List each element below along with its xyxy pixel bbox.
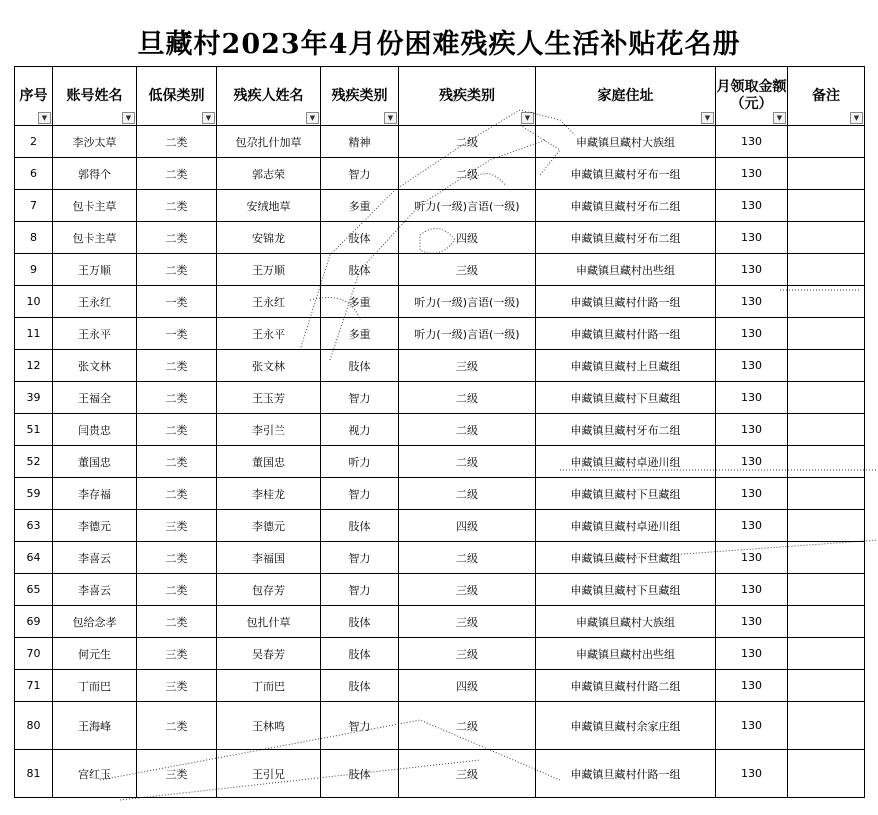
table-cell: 安绒地草 — [217, 190, 321, 222]
table-cell: 三类 — [137, 510, 217, 542]
table-row — [15, 702, 865, 750]
table-cell: 9 — [15, 254, 53, 286]
table-cell: 包扎什草 — [217, 606, 321, 638]
table-row — [15, 222, 865, 254]
table-cell: 申藏镇旦藏村出些组 — [536, 254, 716, 286]
table-cell: 肢体 — [321, 638, 399, 670]
table-cell: 130 — [716, 286, 788, 318]
table-cell: 6 — [15, 158, 53, 190]
table-cell — [788, 158, 865, 190]
header-cell: 残疾人姓名 ▼ — [217, 67, 321, 126]
table-cell: 董国忠 — [217, 446, 321, 478]
table-cell: 59 — [15, 478, 53, 510]
table-row — [15, 574, 865, 606]
table-cell: 39 — [15, 382, 53, 414]
table-cell: 丁而巴 — [217, 670, 321, 702]
table-cell: 王玉芳 — [217, 382, 321, 414]
table-cell: 130 — [716, 542, 788, 574]
table-cell — [788, 670, 865, 702]
table-cell: 三级 — [399, 574, 536, 606]
table-cell: 130 — [716, 510, 788, 542]
table-cell: 李福国 — [217, 542, 321, 574]
table-cell: 130 — [716, 158, 788, 190]
table-cell: 二级 — [399, 158, 536, 190]
table-cell: 130 — [716, 190, 788, 222]
table-cell — [788, 542, 865, 574]
table-cell: 李引兰 — [217, 414, 321, 446]
table-cell: 三级 — [399, 606, 536, 638]
table-cell: 11 — [15, 318, 53, 350]
table-cell: 包存芳 — [217, 574, 321, 606]
table-row — [15, 254, 865, 286]
table-cell: 四级 — [399, 222, 536, 254]
table-cell: 精神 — [321, 126, 399, 158]
table-cell: 二类 — [137, 702, 217, 750]
table-row — [15, 510, 865, 542]
table-row — [15, 750, 865, 798]
table-cell: 智力 — [321, 478, 399, 510]
table-row — [15, 446, 865, 478]
header-cell: 账号姓名 ▼ — [53, 67, 137, 126]
table-row — [15, 670, 865, 702]
table-cell: 130 — [716, 606, 788, 638]
table-cell: 听力 — [321, 446, 399, 478]
table-cell: 智力 — [321, 574, 399, 606]
table-row — [15, 286, 865, 318]
table-cell: 二类 — [137, 574, 217, 606]
table-cell: 130 — [716, 750, 788, 798]
table-cell: 二类 — [137, 478, 217, 510]
table-cell: 王永红 — [217, 286, 321, 318]
table-cell: 王万顺 — [53, 254, 137, 286]
table-cell: 130 — [716, 414, 788, 446]
table-row — [15, 414, 865, 446]
table-cell: 肢体 — [321, 510, 399, 542]
table-cell: 130 — [716, 702, 788, 750]
header-row — [15, 67, 865, 126]
filter-dropdown-icon[interactable]: ▼ — [306, 112, 319, 124]
table-cell: 听力(一级)言语(一级) — [399, 190, 536, 222]
table-cell: 王海峰 — [53, 702, 137, 750]
table-cell: 肢体 — [321, 254, 399, 286]
table-cell: 听力(一级)言语(一级) — [399, 318, 536, 350]
table-cell: 申藏镇旦藏村卓逊川组 — [536, 510, 716, 542]
table-cell: 多重 — [321, 286, 399, 318]
page-title: 旦藏村2023年4月份困难残疾人生活补贴花名册 — [137, 29, 741, 60]
table-cell: 130 — [716, 446, 788, 478]
header-cell: 低保类别 ▼ — [137, 67, 217, 126]
table-cell: 视力 — [321, 414, 399, 446]
table-cell — [788, 286, 865, 318]
header-cell: 备注 ▼ — [788, 67, 865, 126]
table-cell: 包卡主草 — [53, 190, 137, 222]
table-cell: 二级 — [399, 702, 536, 750]
table-cell: 二类 — [137, 190, 217, 222]
table-cell: 二级 — [399, 478, 536, 510]
table-cell: 申藏镇旦藏村下旦藏组 — [536, 478, 716, 510]
table-cell: 二级 — [399, 382, 536, 414]
table-cell: 一类 — [137, 286, 217, 318]
table-cell: 二类 — [137, 382, 217, 414]
table-cell: 四级 — [399, 670, 536, 702]
filter-dropdown-icon[interactable]: ▼ — [202, 112, 215, 124]
filter-dropdown-icon[interactable]: ▼ — [384, 112, 397, 124]
header-cell: 残疾类别 ▼ — [399, 67, 536, 126]
table-cell: 智力 — [321, 158, 399, 190]
table-cell — [788, 190, 865, 222]
table-cell: 王引兄 — [217, 750, 321, 798]
table-cell: 130 — [716, 574, 788, 606]
table-cell: 三级 — [399, 350, 536, 382]
table-cell — [788, 254, 865, 286]
table-cell: 王永平 — [217, 318, 321, 350]
table-cell: 肢体 — [321, 670, 399, 702]
table-cell: 李德元 — [53, 510, 137, 542]
table-cell: 李德元 — [217, 510, 321, 542]
table-cell: 130 — [716, 254, 788, 286]
table-cell: 二类 — [137, 606, 217, 638]
table-row — [15, 190, 865, 222]
table-cell: 董国忠 — [53, 446, 137, 478]
table-cell: 申藏镇旦藏村下旦藏组 — [536, 382, 716, 414]
table-cell: 52 — [15, 446, 53, 478]
table-cell: 多重 — [321, 190, 399, 222]
table-cell: 智力 — [321, 542, 399, 574]
table-cell: 81 — [15, 750, 53, 798]
table-cell: 二类 — [137, 254, 217, 286]
table-cell: 2 — [15, 126, 53, 158]
filter-dropdown-icon[interactable]: ▼ — [38, 112, 51, 124]
table-cell — [788, 510, 865, 542]
table-cell: 多重 — [321, 318, 399, 350]
table-cell: 宫红玉 — [53, 750, 137, 798]
table-cell — [788, 414, 865, 446]
table-cell — [788, 638, 865, 670]
table-cell — [788, 222, 865, 254]
table-cell: 肢体 — [321, 350, 399, 382]
table-cell — [788, 382, 865, 414]
table-cell: 三级 — [399, 254, 536, 286]
table-cell: 申藏镇旦藏村上旦藏组 — [536, 350, 716, 382]
table-cell: 80 — [15, 702, 53, 750]
table-cell — [788, 350, 865, 382]
table-cell: 肢体 — [321, 222, 399, 254]
table-cell: 申藏镇旦藏村卓逊川组 — [536, 446, 716, 478]
table-cell: 130 — [716, 318, 788, 350]
table-cell: 何元生 — [53, 638, 137, 670]
table-cell: 130 — [716, 478, 788, 510]
table-cell: 二类 — [137, 414, 217, 446]
header-cell: 残疾类别 ▼ — [321, 67, 399, 126]
table-cell: 听力(一级)言语(一级) — [399, 286, 536, 318]
table-cell: 包卡主草 — [53, 222, 137, 254]
table-cell: 三级 — [399, 750, 536, 798]
table-cell: 7 — [15, 190, 53, 222]
header-cell: 月领取金额（元） ▼ — [716, 67, 788, 126]
table-cell: 二级 — [399, 126, 536, 158]
table-cell: 一类 — [137, 318, 217, 350]
table-cell: 申藏镇旦藏村牙布二组 — [536, 414, 716, 446]
table-cell: 65 — [15, 574, 53, 606]
table-cell: 70 — [15, 638, 53, 670]
table-cell: 肢体 — [321, 606, 399, 638]
filter-dropdown-icon[interactable]: ▼ — [521, 112, 534, 124]
table-cell: 69 — [15, 606, 53, 638]
table-cell: 闫贵忠 — [53, 414, 137, 446]
table-cell: 申藏镇旦藏村余家庄组 — [536, 702, 716, 750]
table-cell: 王永平 — [53, 318, 137, 350]
filter-dropdown-icon[interactable]: ▼ — [773, 112, 786, 124]
table-cell: 二类 — [137, 158, 217, 190]
table-cell: 申藏镇旦藏村出些组 — [536, 638, 716, 670]
table-cell: 安锦龙 — [217, 222, 321, 254]
table-row — [15, 542, 865, 574]
table-cell: 丁而巴 — [53, 670, 137, 702]
table-row — [15, 638, 865, 670]
table-cell — [788, 318, 865, 350]
table-cell: 三类 — [137, 670, 217, 702]
table-cell: 申藏镇旦藏村牙布二组 — [536, 222, 716, 254]
table-cell: 130 — [716, 670, 788, 702]
table-cell: 申藏镇旦藏村什路一组 — [536, 750, 716, 798]
table-row — [15, 382, 865, 414]
table-cell — [788, 478, 865, 510]
table-cell: 包给念孝 — [53, 606, 137, 638]
table-cell: 8 — [15, 222, 53, 254]
table-cell: 李喜云 — [53, 542, 137, 574]
table-row — [15, 158, 865, 190]
table-cell — [788, 126, 865, 158]
filter-dropdown-icon[interactable]: ▼ — [122, 112, 135, 124]
table-cell: 申藏镇旦藏村下旦藏组 — [536, 542, 716, 574]
table-cell: 三类 — [137, 750, 217, 798]
table-cell: 130 — [716, 382, 788, 414]
table-body — [15, 126, 865, 798]
table-cell: 李喜云 — [53, 574, 137, 606]
table-cell: 130 — [716, 350, 788, 382]
table-cell: 申藏镇旦藏村什路二组 — [536, 670, 716, 702]
table-cell — [788, 606, 865, 638]
table-cell: 吴春芳 — [217, 638, 321, 670]
table-cell: 63 — [15, 510, 53, 542]
table-cell: 71 — [15, 670, 53, 702]
table-cell — [788, 702, 865, 750]
table-row — [15, 126, 865, 158]
table-cell: 申藏镇旦藏村牙布一组 — [536, 158, 716, 190]
table-cell: 王永红 — [53, 286, 137, 318]
filter-dropdown-icon[interactable]: ▼ — [701, 112, 714, 124]
table-cell: 申藏镇旦藏村大族组 — [536, 606, 716, 638]
table-cell: 申藏镇旦藏村什路一组 — [536, 286, 716, 318]
header-cell: 家庭住址 ▼ — [536, 67, 716, 126]
table-cell: 王林鸣 — [217, 702, 321, 750]
table-cell: 三类 — [137, 638, 217, 670]
table-cell: 包尕扎什加草 — [217, 126, 321, 158]
table-row — [15, 478, 865, 510]
table-cell: 郭得个 — [53, 158, 137, 190]
table-cell: 郭志荣 — [217, 158, 321, 190]
table-cell: 四级 — [399, 510, 536, 542]
table-cell: 李沙太草 — [53, 126, 137, 158]
table-cell: 130 — [716, 638, 788, 670]
filter-dropdown-icon[interactable]: ▼ — [850, 112, 863, 124]
table-cell: 130 — [716, 126, 788, 158]
roster-table — [14, 66, 865, 798]
table-row — [15, 350, 865, 382]
table-cell: 二类 — [137, 222, 217, 254]
table-cell: 申藏镇旦藏村下旦藏组 — [536, 574, 716, 606]
table-cell: 12 — [15, 350, 53, 382]
header-cell: 序号 ▼ — [15, 67, 53, 126]
table-cell: 张文林 — [53, 350, 137, 382]
table-cell: 二类 — [137, 446, 217, 478]
table-cell: 王万顺 — [217, 254, 321, 286]
table-cell: 王福全 — [53, 382, 137, 414]
table-cell: 李存福 — [53, 478, 137, 510]
table-cell: 申藏镇旦藏村大族组 — [536, 126, 716, 158]
table-cell: 智力 — [321, 702, 399, 750]
table-cell: 130 — [716, 222, 788, 254]
table-cell: 三级 — [399, 638, 536, 670]
table-cell: 二级 — [399, 446, 536, 478]
table-cell: 二类 — [137, 126, 217, 158]
table-cell — [788, 750, 865, 798]
table-cell — [788, 574, 865, 606]
table-row — [15, 318, 865, 350]
table-cell: 51 — [15, 414, 53, 446]
table-cell: 申藏镇旦藏村牙布二组 — [536, 190, 716, 222]
table-cell: 二类 — [137, 542, 217, 574]
table-cell — [788, 446, 865, 478]
table-cell: 二级 — [399, 542, 536, 574]
table-cell: 二类 — [137, 350, 217, 382]
table-cell: 肢体 — [321, 750, 399, 798]
table-cell: 10 — [15, 286, 53, 318]
table-cell: 智力 — [321, 382, 399, 414]
table-cell: 张文林 — [217, 350, 321, 382]
table-cell: 64 — [15, 542, 53, 574]
table-row — [15, 606, 865, 638]
table-cell: 李桂龙 — [217, 478, 321, 510]
table-cell: 二级 — [399, 414, 536, 446]
table-cell: 申藏镇旦藏村什路一组 — [536, 318, 716, 350]
